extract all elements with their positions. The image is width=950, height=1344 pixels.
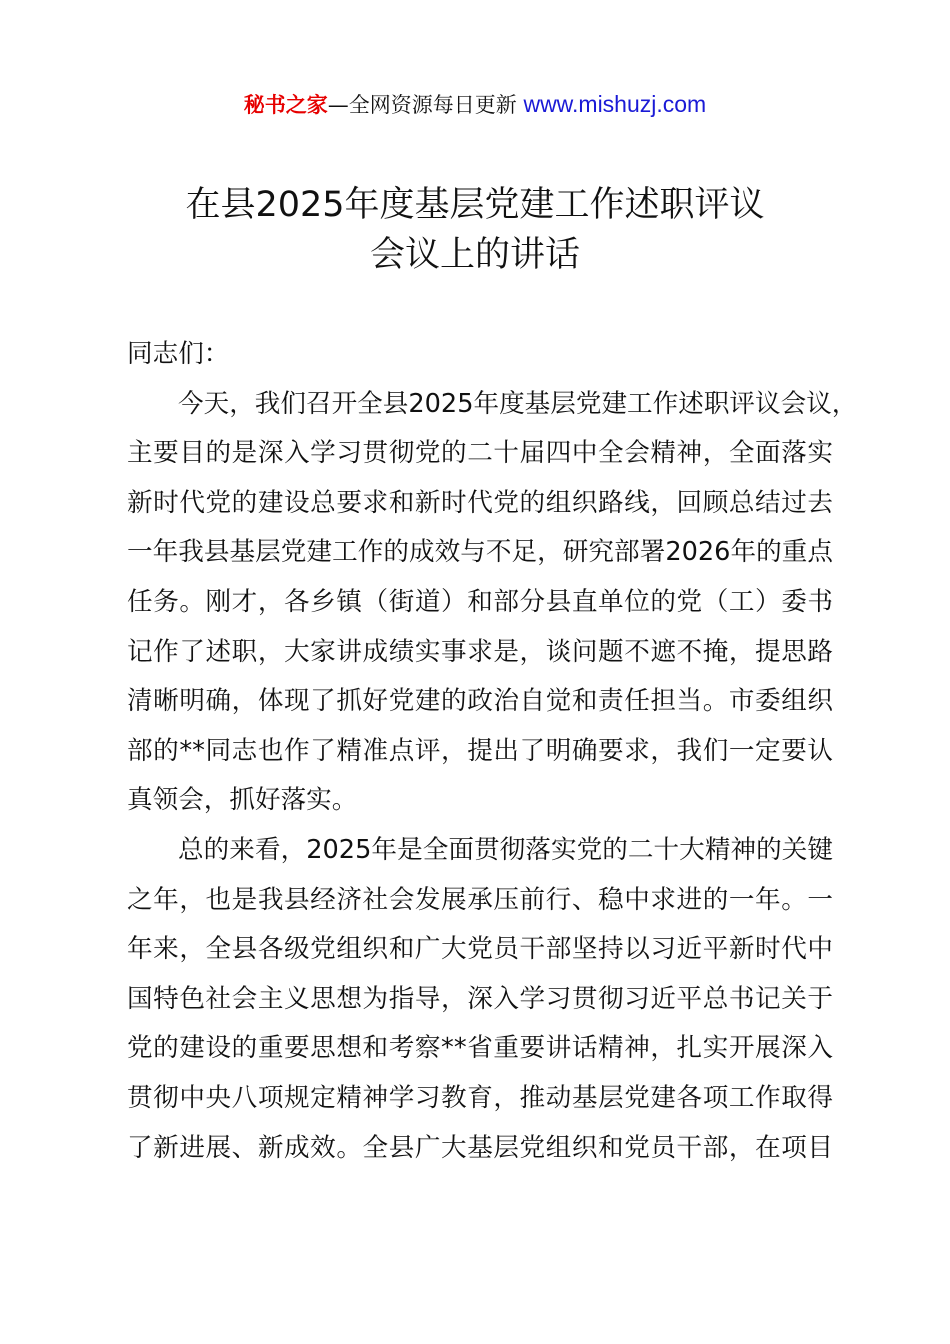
body-line: 今天，我们召开全县2025年度基层党建工作述职评议会议，	[178, 388, 858, 419]
body-line: 总的来看，2025年是全面贯彻落实党的二十大精神的关键	[178, 834, 833, 865]
body-line: 清晰明确，体现了抓好党建的政治自觉和责任担当。市委组织	[127, 686, 833, 717]
body-line: 记作了述职，大家讲成绩实事求是，谈问题不遮不掩，提思路	[127, 636, 833, 667]
body-line: 年来，全县各级党组织和广大党员干部坚持以习近平新时代中	[127, 934, 833, 965]
site-tagline: —全网资源每日更新	[327, 93, 517, 117]
document-body	[127, 330, 858, 1173]
paragraph-1	[127, 380, 858, 826]
body-line: 主要目的是深入学习贯彻党的二十届四中全会精神，全面落实	[127, 438, 833, 469]
salutation: 同志们：	[127, 339, 230, 369]
header-banner	[0, 84, 950, 125]
body-line: 新时代党的建设总要求和新时代党的组织路线，回顾总结过去	[127, 487, 833, 518]
body-line: 任务。刚才，各乡镇（街道）和部分县直单位的党（工）委书	[127, 586, 833, 617]
body-line: 真领会，抓好落实。	[127, 785, 358, 816]
body-line: 党的建设的重要思想和考察**省重要讲话精神，扎实开展深入	[127, 1033, 833, 1064]
body-line: 国特色社会主义思想为指导，深入学习贯彻习近平总书记关于	[127, 983, 833, 1014]
site-url-link[interactable]: www.mishuzj.com	[523, 91, 707, 117]
title-line-2: 会议上的讲话	[369, 235, 580, 275]
title-line-1: 在县2025年度基层党建工作述职评议	[185, 185, 765, 225]
body-line: 部的**同志也作了精准点评，提出了明确要求，我们一定要认	[127, 735, 833, 766]
body-line: 之年，也是我县经济社会发展承压前行、稳中求进的一年。一	[127, 884, 833, 915]
site-name: 秘书之家	[243, 93, 328, 117]
body-line: 了新进展、新成效。全县广大基层党组织和党员干部，在项目	[127, 1132, 833, 1163]
document-title	[0, 180, 950, 280]
paragraph-2	[127, 826, 833, 1173]
body-line: 贯彻中央八项规定精神学习教育，推动基层党建各项工作取得	[127, 1082, 833, 1113]
body-line: 一年我县基层党建工作的成效与不足，研究部署2026年的重点	[127, 537, 833, 568]
